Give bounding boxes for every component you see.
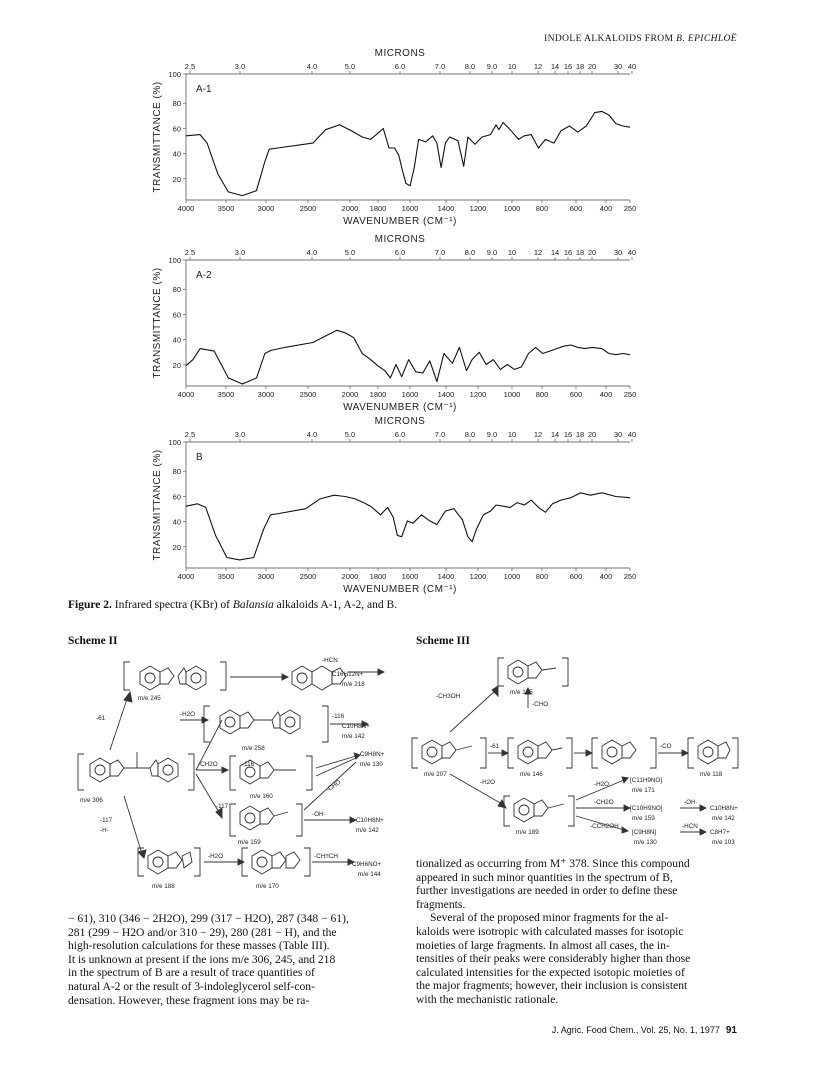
- micron-tick-label: 30: [613, 248, 623, 257]
- micron-tick-label: 14: [550, 248, 560, 257]
- wavenumber-tick-label: 400: [599, 390, 613, 399]
- micron-tick-label: 20: [587, 62, 597, 71]
- microns-axis-title: MICRONS: [374, 416, 426, 427]
- wavenumber-tick-label: 400: [599, 204, 613, 213]
- transmittance-tick-label: 20: [172, 174, 181, 184]
- s3-h2ob: -H2O: [594, 781, 610, 788]
- micron-tick-label: 10: [507, 248, 517, 257]
- wavenumber-tick-label: 3500: [217, 572, 235, 581]
- s3-h2o: -H2O: [480, 779, 496, 786]
- s3-m146: m/e 146: [520, 771, 543, 778]
- micron-tick-label: 4.0: [306, 248, 318, 257]
- running-head-text: INDOLE ALKALOIDS FROM: [544, 34, 677, 44]
- page-footer: [552, 1025, 737, 1036]
- wavenumber-tick-label: 400: [599, 572, 613, 581]
- left-line-3: high-resolution calculations for these masses (Table III).: [68, 939, 330, 953]
- s3-m171: m/e 171: [632, 787, 655, 794]
- micron-tick-label: 40: [627, 430, 637, 439]
- wavenumber-tick-label: 1200: [469, 572, 487, 581]
- y-axis-title: TRANSMITTANCE (%): [152, 449, 163, 561]
- s3-f159: [C10H9NO]: [630, 805, 663, 812]
- s2-m188: m/e 188: [152, 883, 175, 890]
- micron-tick-label: 2.5: [184, 62, 196, 71]
- s3-cch2oh: -CCH2OH: [590, 823, 619, 830]
- s2-m142a: m/e 142: [342, 733, 365, 740]
- transmittance-tick-label: 40: [172, 335, 181, 345]
- s3-m118: m/e 118: [700, 771, 723, 778]
- wavenumber-tick-label: 4000: [177, 390, 195, 399]
- figure-caption-text: Infrared spectra (KBr) of: [114, 599, 233, 611]
- wavenumber-tick-label: 3000: [257, 204, 275, 213]
- wavenumber-tick-label: 1400: [437, 204, 455, 213]
- wavenumber-tick-label: 3500: [217, 390, 235, 399]
- transmittance-tick-label: 100: [168, 438, 181, 447]
- wavenumber-tick-label: 250: [623, 204, 637, 213]
- spectrum-panel-b: [0, 412, 819, 602]
- transmittance-tick-label: 100: [168, 70, 181, 79]
- s3-f171: [C11H9NO]: [630, 777, 663, 784]
- s2-m159: m/e 159: [238, 839, 261, 846]
- s3-co: -CO: [660, 743, 672, 750]
- s3-f130: [C9H8N]: [632, 829, 657, 836]
- left-column-text: [68, 912, 398, 1007]
- right-p1-line-2: appeared in such minor quantities in the spectrum of B,: [416, 870, 673, 884]
- micron-tick-label: 8.0: [464, 62, 476, 71]
- s2-m306: m/e 306: [80, 797, 103, 804]
- left-line-4: It is unknown at present if the ions m/e 306, 245, and 218: [68, 952, 336, 966]
- micron-tick-label: 20: [587, 430, 597, 439]
- micron-tick-label: 12: [533, 248, 543, 257]
- micron-tick-label: 10: [507, 430, 517, 439]
- s2-116b: -116: [242, 761, 255, 768]
- s2-m218: m/e 218: [342, 681, 365, 688]
- transmittance-tick-label: 60: [172, 124, 181, 134]
- scheme-2-title: Scheme II: [68, 635, 118, 647]
- micron-tick-label: 3.0: [234, 248, 246, 257]
- micron-tick-label: 5.0: [344, 248, 356, 257]
- micron-tick-label: 7.0: [434, 62, 446, 71]
- right-p2-line-2: kaloids were isotropic with calculated masses for isotopic: [416, 924, 684, 938]
- spectrum-a2-svg: [0, 230, 819, 420]
- right-p2-line-3: moieties of large fragments. In almost all cases, the in-: [416, 938, 670, 952]
- wavenumber-tick-label: 250: [623, 390, 637, 399]
- right-p2-line-7: with the mechanistic rationale.: [416, 992, 559, 1006]
- transmittance-tick-label: 80: [172, 285, 181, 295]
- wavenumber-tick-label: 800: [535, 390, 549, 399]
- s2-m130: m/e 130: [360, 761, 383, 768]
- s2-m144: m/e 144: [358, 871, 381, 878]
- s2-m61: -61: [96, 715, 106, 722]
- s3-ch3oh: -CH3OH: [436, 693, 461, 700]
- micron-tick-label: 4.0: [306, 62, 318, 71]
- s2-f218: C16H12N+: [332, 671, 364, 678]
- wavenumber-axis-title: WAVENUMBER (CM⁻¹): [343, 584, 457, 595]
- s2-f142b: C10H8N+: [356, 817, 384, 824]
- wavenumber-tick-label: 1000: [503, 204, 521, 213]
- s2-m170: m/e 170: [256, 883, 279, 890]
- micron-tick-label: 40: [627, 62, 637, 71]
- right-p2-line-4: tensities of their peaks were considerably higher than those: [416, 952, 691, 966]
- micron-tick-label: 14: [550, 430, 560, 439]
- s3-m103: m/e 103: [712, 839, 735, 846]
- wavenumber-tick-label: 1000: [503, 390, 521, 399]
- wavenumber-axis-title: WAVENUMBER (CM⁻¹): [343, 402, 457, 413]
- transmittance-tick-label: 20: [172, 542, 181, 552]
- s2-m117: -117: [100, 817, 113, 824]
- micron-tick-label: 40: [627, 248, 637, 257]
- wavenumber-tick-label: 1000: [503, 572, 521, 581]
- wavenumber-tick-label: 2500: [299, 572, 317, 581]
- micron-tick-label: 9.0: [486, 430, 498, 439]
- microns-axis-title: MICRONS: [374, 48, 426, 59]
- spectrum-b-svg: [0, 412, 819, 602]
- y-axis-title: TRANSMITTANCE (%): [152, 267, 163, 379]
- s2-f142a: C10H8N+: [342, 723, 370, 730]
- figure-label: Figure 2.: [68, 599, 112, 611]
- transmittance-tick-label: 60: [172, 492, 181, 502]
- s3-hcn: -HCN: [682, 823, 698, 830]
- wavenumber-tick-label: 2000: [341, 572, 359, 581]
- s3-m189: m/e 189: [516, 829, 539, 836]
- wavenumber-tick-label: 1800: [369, 572, 387, 581]
- micron-tick-label: 4.0: [306, 430, 318, 439]
- s3-m159: m/e 159: [632, 815, 655, 822]
- right-p2-line-5: calculated intensities for the expected isotopic moieties of: [416, 965, 685, 979]
- scheme-3-diagram: [410, 650, 750, 850]
- micron-tick-label: 6.0: [394, 248, 406, 257]
- s2-m258: m/e 258: [242, 745, 265, 752]
- micron-tick-label: 8.0: [464, 430, 476, 439]
- microns-axis-title: MICRONS: [374, 234, 426, 245]
- left-line-6: natural A-2 or the result of 3-indoleglycerol self-con-: [68, 979, 315, 993]
- micron-tick-label: 5.0: [344, 62, 356, 71]
- s3-m207: m/e 207: [424, 771, 447, 778]
- wavenumber-tick-label: 1400: [437, 390, 455, 399]
- wavenumber-axis-title: WAVENUMBER (CM⁻¹): [343, 216, 457, 227]
- transmittance-tick-label: 100: [168, 256, 181, 265]
- right-p1-line-1: tionalized as occurring from M⁺ 378. Since this compound: [416, 857, 690, 870]
- s2-h2ob: -H2O: [208, 853, 224, 860]
- wavenumber-tick-label: 250: [623, 572, 637, 581]
- spectrum-a1-svg: [0, 44, 819, 234]
- journal-citation: J. Agric. Food Chem., Vol. 25, No. 1, 1977: [551, 1025, 720, 1035]
- transmittance-tick-label: 40: [172, 149, 181, 159]
- micron-tick-label: 2.5: [184, 430, 196, 439]
- micron-tick-label: 12: [533, 430, 543, 439]
- wavenumber-tick-label: 1600: [401, 572, 419, 581]
- micron-tick-label: 18: [575, 430, 585, 439]
- transmittance-tick-label: 20: [172, 360, 181, 370]
- y-axis-title: TRANSMITTANCE (%): [152, 81, 163, 193]
- wavenumber-tick-label: 1200: [469, 204, 487, 213]
- micron-tick-label: 2.5: [184, 248, 196, 257]
- s2-oh: -OH·: [312, 811, 326, 818]
- transmittance-tick-label: 80: [172, 99, 181, 109]
- scheme-2-diagram: [60, 650, 400, 900]
- micron-tick-label: 3.0: [234, 430, 246, 439]
- wavenumber-tick-label: 1600: [401, 204, 419, 213]
- s2-m160: m/e 160: [250, 793, 273, 800]
- s2-hcn: -HCN: [322, 657, 338, 664]
- figure-caption: [68, 599, 397, 611]
- micron-tick-label: 30: [613, 62, 623, 71]
- left-line-5: in the spectrum of B are a result of trace quantities of: [68, 966, 315, 980]
- wavenumber-tick-label: 3000: [257, 572, 275, 581]
- s3-oh: -OH·: [684, 799, 698, 806]
- s2-cho: -CHO: [325, 778, 343, 794]
- spectrum-panel-a2: [0, 230, 819, 420]
- transmittance-tick-label: 40: [172, 517, 181, 527]
- micron-tick-label: 20: [587, 248, 597, 257]
- micron-tick-label: 16: [563, 430, 573, 439]
- scheme-2-svg: [60, 650, 400, 900]
- micron-tick-label: 5.0: [344, 430, 356, 439]
- micron-tick-label: 9.0: [486, 248, 498, 257]
- wavenumber-tick-label: 600: [569, 572, 583, 581]
- wavenumber-tick-label: 1800: [369, 390, 387, 399]
- wavenumber-tick-label: 4000: [177, 572, 195, 581]
- s2-117b: -117: [216, 803, 229, 810]
- s3-f103: C8H7+: [710, 829, 730, 836]
- panel-label: B: [196, 452, 203, 463]
- figure-caption-italic: Balansia: [232, 599, 274, 611]
- s2-f144: C9H6NO+: [352, 861, 382, 868]
- transmittance-tick-label: 80: [172, 467, 181, 477]
- micron-tick-label: 3.0: [234, 62, 246, 71]
- s2-116: -116: [332, 713, 345, 720]
- micron-tick-label: 6.0: [394, 62, 406, 71]
- transmittance-tick-label: 60: [172, 310, 181, 320]
- s3-m142: m/e 142: [712, 815, 735, 822]
- figure-caption-text-end: alkaloids A-1, A-2, and B.: [273, 599, 398, 611]
- s3-cho: -CHO: [532, 701, 549, 708]
- s2-m245: m/e 245: [138, 695, 161, 702]
- s3-m175: m/e 175: [510, 689, 533, 696]
- right-p1-line-3: further investigations are needed in order to define these: [416, 884, 678, 898]
- micron-tick-label: 10: [507, 62, 517, 71]
- wavenumber-tick-label: 1800: [369, 204, 387, 213]
- left-line-2: 281 (299 − H2O and/or 310 − 29), 280 (281 − H), and the: [68, 925, 337, 939]
- wavenumber-tick-label: 2500: [299, 204, 317, 213]
- spectrum-panel-a1: [0, 44, 819, 234]
- panel-label: A-1: [196, 84, 212, 95]
- right-p2-line-1: Several of the proposed minor fragments for the al-: [430, 911, 669, 925]
- right-column-text: [416, 857, 746, 1007]
- wavenumber-tick-label: 2000: [341, 204, 359, 213]
- micron-tick-label: 30: [613, 430, 623, 439]
- spectrum-trace: [186, 330, 630, 384]
- s2-mh: -H·: [100, 827, 109, 834]
- s3-m130: m/e 130: [634, 839, 657, 846]
- micron-tick-label: 18: [575, 248, 585, 257]
- s3-m61: -61: [490, 743, 500, 750]
- right-p1-line-4: fragments.: [416, 897, 466, 911]
- wavenumber-tick-label: 2500: [299, 390, 317, 399]
- micron-tick-label: 7.0: [434, 248, 446, 257]
- left-line-7: densation. However, these fragment ions may be ra-: [68, 993, 310, 1007]
- micron-tick-label: 8.0: [464, 248, 476, 257]
- wavenumber-tick-label: 3500: [217, 204, 235, 213]
- scheme-3-title: Scheme III: [416, 635, 470, 647]
- scheme-3-svg: [410, 650, 750, 850]
- wavenumber-tick-label: 2000: [341, 390, 359, 399]
- s2-chch: -CH≡CH: [314, 853, 338, 860]
- micron-tick-label: 16: [563, 248, 573, 257]
- running-head: [544, 34, 737, 44]
- wavenumber-tick-label: 4000: [177, 204, 195, 213]
- s2-f130: C9H8N+: [360, 751, 385, 758]
- left-line-1: − 61), 310 (346 − 2H2O), 299 (317 − H2O), 287 (348 − 61),: [68, 912, 349, 925]
- wavenumber-tick-label: 600: [569, 390, 583, 399]
- micron-tick-label: 9.0: [486, 62, 498, 71]
- s3-ch2o: -CH2O: [594, 799, 614, 806]
- micron-tick-label: 18: [575, 62, 585, 71]
- micron-tick-label: 14: [550, 62, 560, 71]
- micron-tick-label: 6.0: [394, 430, 406, 439]
- spectrum-trace: [186, 111, 630, 195]
- panel-label: A-2: [196, 270, 212, 281]
- s2-ch2o: -CH2O: [198, 761, 218, 768]
- s2-h2o: -H2O: [180, 711, 196, 718]
- page-number: 91: [725, 1025, 737, 1036]
- right-p2-line-6: the major fragments; however, their inclusion is consistent: [416, 979, 688, 993]
- wavenumber-tick-label: 1400: [437, 572, 455, 581]
- micron-tick-label: 12: [533, 62, 543, 71]
- s3-f142: C10H8N+: [710, 805, 738, 812]
- wavenumber-tick-label: 1200: [469, 390, 487, 399]
- wavenumber-tick-label: 3000: [257, 390, 275, 399]
- micron-tick-label: 16: [563, 62, 573, 71]
- wavenumber-tick-label: 800: [535, 572, 549, 581]
- s2-m142b: m/e 142: [356, 827, 379, 834]
- wavenumber-tick-label: 800: [535, 204, 549, 213]
- running-head-italic: B. EPICHLOË: [676, 34, 737, 44]
- micron-tick-label: 7.0: [434, 430, 446, 439]
- wavenumber-tick-label: 600: [569, 204, 583, 213]
- wavenumber-tick-label: 1600: [401, 390, 419, 399]
- spectrum-trace: [186, 493, 630, 560]
